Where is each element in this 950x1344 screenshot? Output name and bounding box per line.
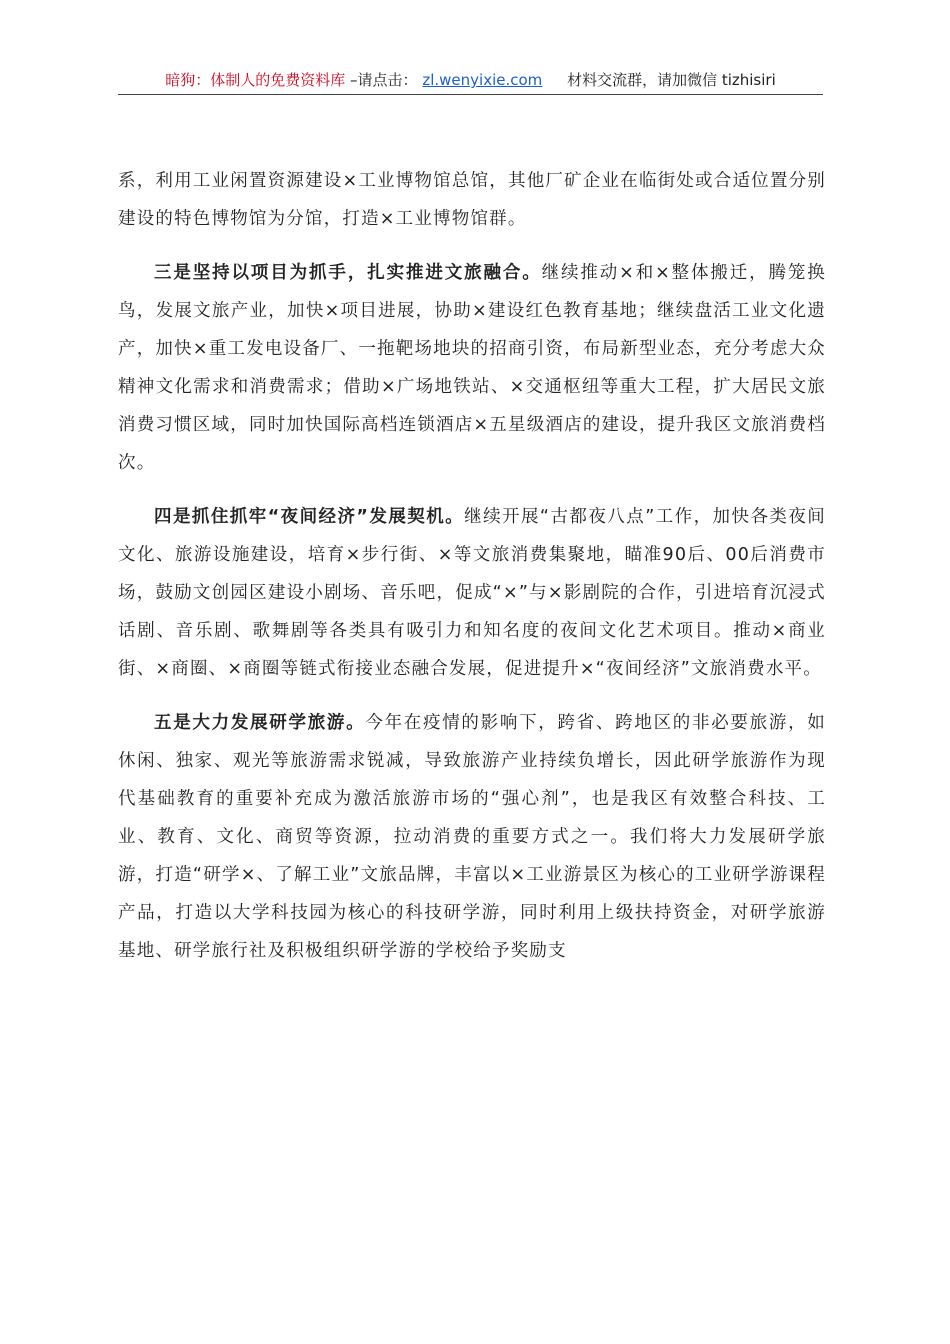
paragraph-1 xyxy=(118,162,826,238)
page-header xyxy=(118,68,823,95)
header-contact: 材料交流群，请加微信 tizhisiri xyxy=(567,71,776,89)
header-brand: 暗狗：体制人的免费资料库 xyxy=(165,71,346,89)
paragraph-4-lead: 五是大力发展研学旅游。 xyxy=(154,713,366,733)
header-link[interactable]: zl.wenyixie.com xyxy=(422,71,543,89)
paragraph-3 xyxy=(118,498,826,688)
document-body xyxy=(118,162,826,986)
paragraph-3-text: 继续开展“古都夜八点”工作，加快各类夜间文化、旅游设施建设，培育×步行街、×等文旅消费集聚地，瞄准90后、00后消费市场，鼓励文创园区建设小剧场、音乐吧，促成“×”与×影剧院的合作，引进培育沉浸式话剧、音乐剧、歌舞剧等各类具有吸引力和知名度的夜间文化艺术项目。推动×商业街、×商圈、×商圈等链式衔接业态融合发展，促进提升×“夜间经济”文旅消费水平。 xyxy=(118,507,826,679)
paragraph-4 xyxy=(118,704,826,970)
paragraph-3-lead: 四是抓住抓牢“夜间经济”发展契机。 xyxy=(154,507,465,527)
paragraph-2-text: 继续推动×和×整体搬迁，腾笼换鸟，发展文旅产业，加快×项目进展，协助×建设红色教育基地；继续盘活工业文化遗产，加快×重工发电设备厂、一拖靶场地块的招商引资，布局新型业态，充分考虑大众精神文化需求和消费需求；借助×广场地铁站、×交通枢纽等重大工程，扩大居民文旅消费习惯区域，同时加快国际高档连锁酒店×五星级酒店的建设，提升我区文旅消费档次。 xyxy=(118,263,827,473)
paragraph-2-lead: 三是坚持以项目为抓手，扎实推进文旅融合。 xyxy=(154,263,542,283)
header-click-prompt: –请点击： xyxy=(350,71,418,89)
paragraph-2 xyxy=(118,254,826,482)
paragraph-1-text: 系，利用工业闲置资源建设×工业博物馆总馆，其他厂矿企业在临街处或合适位置分别建设的特色博物馆为分馆，打造×工业博物馆群。 xyxy=(118,171,826,229)
paragraph-4-text: 今年在疫情的影响下，跨省、跨地区的非必要旅游，如休闲、独家、观光等旅游需求锐减，导致旅游产业持续负增长，因此研学旅游作为现代基础教育的重要补充成为激活旅游市场的“强心剂”，也是我区有效整合科技、工业、教育、文化、商贸等资源，拉动消费的重要方式之一。我们将大力发展研学旅游，打造“研学×、了解工业”文旅品牌，丰富以×工业游景区为核心的工业研学游课程产品，打造以大学科技园为核心的科技研学游，同时利用上级扶持资金，对研学旅游基地、研学旅行社及积极组织研学游的学校给予奖励支 xyxy=(118,713,826,961)
